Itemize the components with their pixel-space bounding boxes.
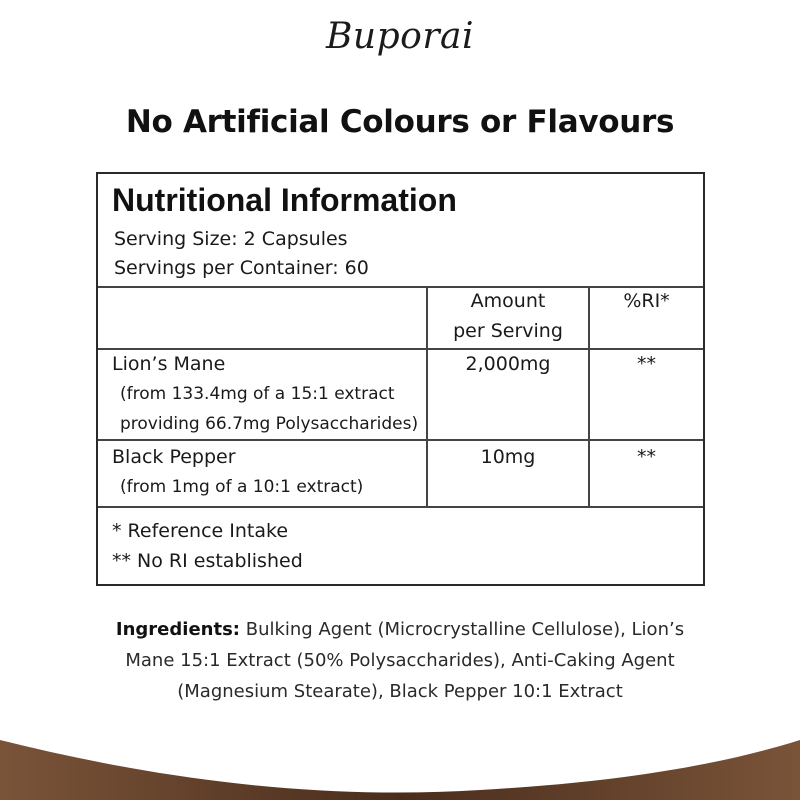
ingredients-line: (Magnesium Stearate), Black Pepper 10:1 Extract — [177, 681, 623, 702]
bottom-wave-decoration — [0, 720, 800, 800]
nutrient-detail: (from 1mg of a 10:1 extract) — [120, 477, 364, 497]
nutrient-name: Lion’s Mane — [112, 353, 226, 375]
amount-header-line2: per Serving — [453, 320, 563, 342]
headline: No Artificial Colours or Flavours — [125, 104, 675, 140]
nutrition-panel — [96, 172, 705, 586]
nutrient-amount: 10mg — [480, 446, 536, 468]
wave-shape — [0, 740, 800, 800]
ingredients-text — [60, 614, 740, 707]
table-row — [112, 349, 426, 439]
nutrient-ri: ** — [637, 446, 656, 468]
nutrient-detail: (from 133.4mg of a 15:1 extract — [120, 384, 395, 404]
ri-header: %RI* — [623, 290, 670, 312]
footnote-reference-intake: * Reference Intake — [112, 520, 289, 542]
ingredients-line: Mane 15:1 Extract (50% Polysaccharides), Anti-Caking Agent — [125, 650, 675, 671]
serving-size: Serving Size: 2 Capsules — [114, 228, 348, 250]
ingredients-line: Bulking Agent (Microcrystalline Cellulose), Lion’s — [245, 619, 685, 640]
nutrient-detail: providing 66.7mg Polysaccharides) — [120, 414, 419, 434]
servings-per-container: Servings per Container: 60 — [114, 257, 369, 279]
table-divider — [98, 439, 703, 441]
nutrient-ri: ** — [637, 353, 656, 375]
table-row — [112, 442, 426, 502]
amount-header-line1: Amount — [470, 290, 546, 312]
ingredients-label: Ingredients: — [115, 619, 240, 640]
nutrition-header — [98, 174, 703, 286]
footnote-no-ri: ** No RI established — [112, 550, 303, 572]
column-divider — [588, 286, 590, 506]
nutrient-amount: 2,000mg — [465, 353, 551, 375]
brand-logo: Buporai — [325, 16, 475, 57]
nutrition-title: Nutritional Information — [112, 182, 457, 218]
amount-header — [428, 286, 588, 346]
nutrient-name: Black Pepper — [112, 446, 236, 468]
table-divider — [98, 506, 703, 508]
